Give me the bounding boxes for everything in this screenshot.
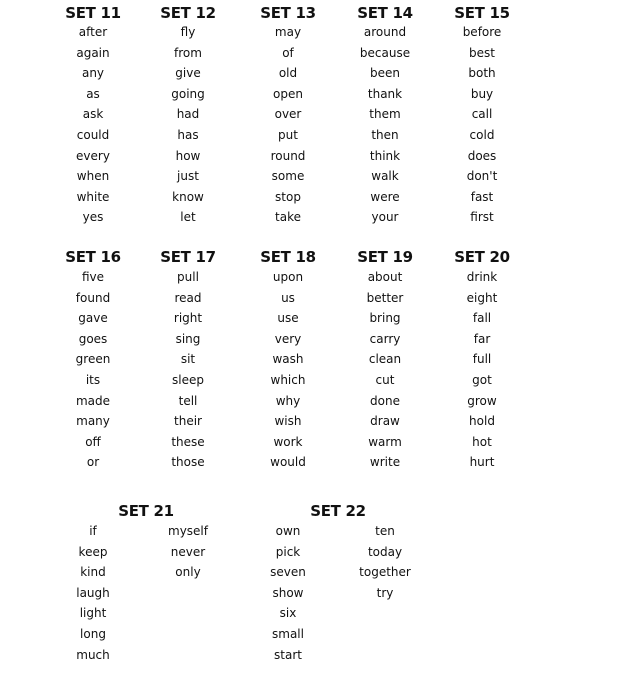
- sight-word: five: [81, 270, 105, 284]
- sight-word: had: [176, 107, 200, 122]
- sight-word: seven: [270, 565, 306, 580]
- set-title: SET 21: [118, 502, 174, 520]
- sight-word: those: [171, 455, 205, 470]
- sight-word: upon: [272, 270, 304, 284]
- sight-word: show: [272, 585, 304, 600]
- sight-word: hot: [472, 434, 492, 449]
- sight-word: myself: [168, 524, 208, 538]
- sight-word: wish: [274, 414, 302, 429]
- sight-word: never: [170, 544, 206, 559]
- sight-word: does: [467, 148, 497, 163]
- sight-word: cold: [469, 128, 495, 142]
- set-title: SET 22: [310, 502, 366, 520]
- sight-word: don't: [466, 169, 498, 184]
- set-title: SET 17: [160, 248, 216, 266]
- sight-word: white: [76, 189, 110, 204]
- sight-word: after: [78, 25, 108, 39]
- sight-word: about: [367, 270, 403, 284]
- sight-word: give: [175, 66, 201, 81]
- sight-word: drink: [466, 270, 498, 284]
- sight-word: just: [177, 169, 199, 184]
- sight-word: again: [76, 45, 110, 60]
- sight-word: its: [85, 373, 101, 387]
- sight-word: grow: [467, 393, 497, 408]
- sight-word: over: [274, 107, 302, 122]
- sight-word: would: [270, 455, 306, 470]
- sight-word: made: [75, 393, 111, 408]
- sight-word: if: [89, 524, 97, 538]
- sight-word: ten: [375, 524, 395, 538]
- sight-word: hold: [469, 414, 495, 429]
- sight-word: which: [270, 373, 306, 387]
- sight-word: ask: [82, 107, 104, 122]
- sight-word: think: [369, 148, 401, 163]
- sight-word: bring: [369, 311, 401, 326]
- sight-word: long: [80, 627, 106, 641]
- sight-word: any: [81, 66, 105, 81]
- sight-word: use: [277, 311, 299, 326]
- sight-word: because: [359, 45, 411, 60]
- sight-word: fly: [180, 25, 196, 39]
- sight-word: first: [470, 210, 494, 225]
- sight-word: us: [281, 290, 295, 305]
- sight-word: going: [171, 86, 205, 101]
- sight-word: keep: [78, 544, 108, 559]
- set-title: SET 14: [357, 4, 413, 22]
- sight-word: laugh: [76, 585, 110, 600]
- sight-word: found: [75, 290, 111, 305]
- sight-word: better: [366, 290, 404, 305]
- sight-word: gave: [78, 311, 108, 326]
- sight-word: open: [273, 86, 303, 101]
- sight-word: stop: [275, 189, 301, 204]
- sight-word: pick: [275, 544, 301, 559]
- set-title: SET 11: [65, 4, 121, 22]
- sight-word: clean: [368, 352, 402, 367]
- sight-word: best: [469, 45, 495, 60]
- sight-word: small: [272, 627, 304, 641]
- sight-word: write: [369, 455, 401, 470]
- sight-word: own: [275, 524, 301, 538]
- set-title: SET 13: [260, 4, 316, 22]
- sight-word: from: [174, 45, 202, 60]
- sight-word: try: [376, 585, 394, 600]
- sight-word: got: [472, 373, 492, 387]
- sight-word: green: [75, 352, 111, 367]
- sight-word: start: [274, 647, 302, 662]
- sight-word: sit: [180, 352, 196, 367]
- sight-word: let: [180, 210, 196, 225]
- sight-word: them: [369, 107, 401, 122]
- set-title: SET 16: [65, 248, 121, 266]
- sight-word: hurt: [469, 455, 495, 470]
- sight-word: these: [171, 434, 205, 449]
- sight-word: sing: [175, 331, 201, 346]
- sight-word: kind: [80, 565, 106, 580]
- sight-word: draw: [370, 414, 400, 429]
- sight-word: been: [370, 66, 400, 81]
- sight-word: eight: [466, 290, 498, 305]
- sight-word: round: [270, 148, 306, 163]
- sight-word: much: [76, 647, 110, 662]
- sight-word: thank: [367, 86, 403, 101]
- sight-word: how: [175, 148, 201, 163]
- sight-word: fall: [472, 311, 492, 326]
- sight-word: or: [86, 455, 100, 470]
- set-title: SET 15: [454, 4, 510, 22]
- sight-word: light: [79, 606, 107, 621]
- sight-word: around: [363, 25, 407, 39]
- sight-word: when: [76, 169, 110, 184]
- sight-word: read: [174, 290, 202, 305]
- sight-word: as: [86, 86, 100, 101]
- sight-word: know: [172, 189, 204, 204]
- sight-word: very: [274, 331, 302, 346]
- sight-word: only: [175, 565, 201, 580]
- sight-word: their: [174, 414, 202, 429]
- sight-word: may: [274, 25, 302, 39]
- sight-word: of: [282, 45, 294, 60]
- sight-word: many: [76, 414, 110, 429]
- set-title: SET 12: [160, 4, 216, 22]
- sight-word: sleep: [172, 373, 204, 387]
- sight-word: were: [370, 189, 400, 204]
- sight-word: has: [177, 128, 199, 142]
- sight-word: put: [278, 128, 298, 142]
- sight-word: every: [76, 148, 110, 163]
- sight-word: done: [370, 393, 400, 408]
- sight-word: fast: [470, 189, 494, 204]
- sight-word: yes: [82, 210, 104, 225]
- sight-word: together: [359, 565, 411, 580]
- set-title: SET 20: [454, 248, 510, 266]
- sight-word: then: [371, 128, 399, 142]
- sight-word: pull: [177, 270, 199, 284]
- set-title: SET 19: [357, 248, 413, 266]
- sight-word: buy: [470, 86, 494, 101]
- sight-word: before: [462, 25, 502, 39]
- sight-word: today: [367, 544, 403, 559]
- sight-word: take: [275, 210, 301, 225]
- sight-word: call: [471, 107, 493, 122]
- sight-word: your: [371, 210, 399, 225]
- set-title: SET 18: [260, 248, 316, 266]
- sight-word: old: [278, 66, 298, 81]
- sight-word: tell: [178, 393, 198, 408]
- sight-word: wash: [272, 352, 304, 367]
- sight-word: far: [473, 331, 491, 346]
- sight-word: right: [173, 311, 203, 326]
- sight-word: carry: [369, 331, 401, 346]
- sight-word: six: [279, 606, 297, 621]
- sight-word: work: [273, 434, 303, 449]
- sight-word: walk: [371, 169, 399, 184]
- sight-word: warm: [368, 434, 402, 449]
- sight-word: cut: [375, 373, 395, 387]
- sight-word: could: [76, 128, 110, 142]
- sight-word: some: [271, 169, 305, 184]
- sight-word: full: [472, 352, 492, 367]
- sight-word: off: [85, 434, 101, 449]
- sight-word: both: [468, 66, 496, 81]
- sight-word: why: [275, 393, 301, 408]
- sight-word: goes: [78, 331, 108, 346]
